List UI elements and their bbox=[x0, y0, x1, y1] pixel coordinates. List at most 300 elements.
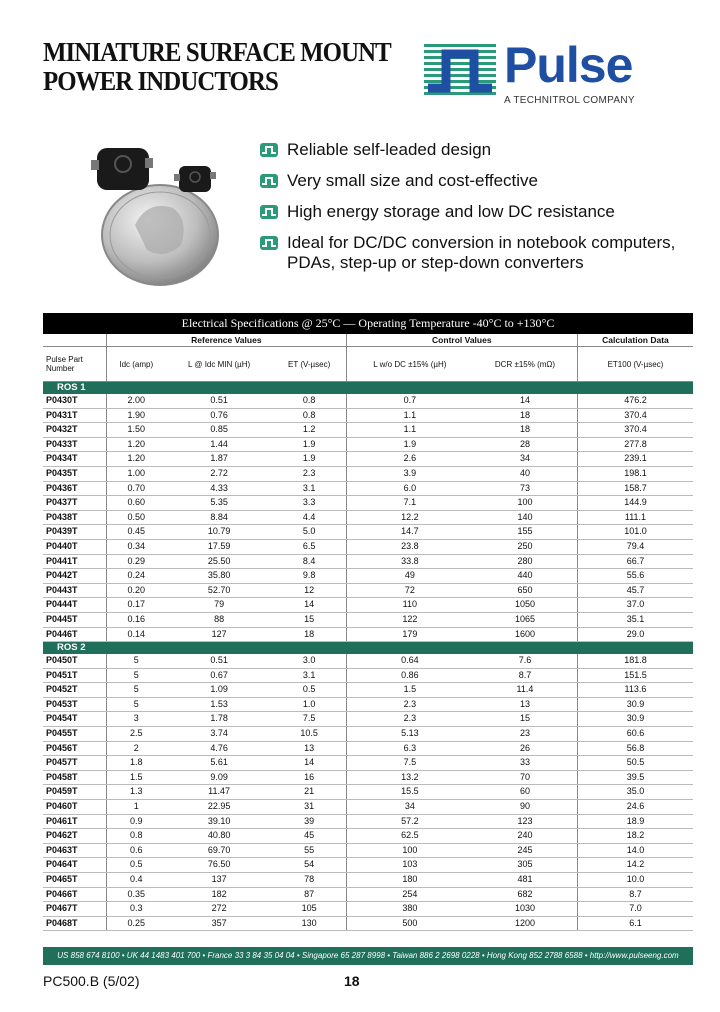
table-cell: 4.33 bbox=[166, 481, 273, 496]
table-cell: 1.1 bbox=[346, 423, 473, 438]
table-row bbox=[43, 843, 693, 858]
table-cell: 18 bbox=[273, 627, 347, 642]
feature-text: Reliable self-leaded design bbox=[287, 140, 492, 159]
table-cell: 0.60 bbox=[107, 496, 166, 511]
table-cell: 1.1 bbox=[346, 408, 473, 423]
table-cell: 1.53 bbox=[166, 697, 273, 712]
table-cell: 1.44 bbox=[166, 437, 273, 452]
table-cell: P0434T bbox=[43, 452, 107, 467]
pulse-logo bbox=[424, 37, 674, 110]
table-cell: 182 bbox=[166, 887, 273, 902]
table-row bbox=[43, 408, 693, 423]
table-cell: P0454T bbox=[43, 712, 107, 727]
section-label: ROS 1 bbox=[43, 382, 693, 395]
table-cell: P0463T bbox=[43, 843, 107, 858]
table-cell: 0.8 bbox=[107, 829, 166, 844]
table-cell: 0.8 bbox=[273, 394, 347, 408]
title-line-2: POWER INDUCTORS bbox=[43, 66, 278, 96]
table-cell: 0.8 bbox=[273, 408, 347, 423]
title-line-1: MINIATURE SURFACE MOUNT bbox=[43, 37, 391, 67]
table-cell: 2.3 bbox=[346, 712, 473, 727]
table-cell: 6.5 bbox=[273, 539, 347, 554]
table-cell: P0435T bbox=[43, 466, 107, 481]
table-cell: 5 bbox=[107, 654, 166, 668]
table-cell: 8.7 bbox=[577, 887, 693, 902]
table-cell: 49 bbox=[346, 569, 473, 584]
col-idc: Idc (amp) bbox=[107, 347, 166, 382]
table-cell: 70 bbox=[473, 770, 577, 785]
table-cell: 5 bbox=[107, 697, 166, 712]
table-cell: 69.70 bbox=[166, 843, 273, 858]
table-cell: 0.24 bbox=[107, 569, 166, 584]
table-cell: 1.87 bbox=[166, 452, 273, 467]
spec-table bbox=[43, 334, 693, 931]
table-cell: 45.7 bbox=[577, 583, 693, 598]
table-row bbox=[43, 539, 693, 554]
feature-item bbox=[260, 140, 700, 160]
table-cell: 34 bbox=[346, 800, 473, 815]
table-cell: 31 bbox=[273, 800, 347, 815]
table-cell: 440 bbox=[473, 569, 577, 584]
table-cell: 0.16 bbox=[107, 612, 166, 627]
table-row bbox=[43, 598, 693, 613]
table-cell: 0.6 bbox=[107, 843, 166, 858]
table-cell: P0461T bbox=[43, 814, 107, 829]
table-cell: 7.1 bbox=[346, 496, 473, 511]
table-cell: P0442T bbox=[43, 569, 107, 584]
section-label: ROS 2 bbox=[43, 642, 693, 655]
table-cell: 100 bbox=[346, 843, 473, 858]
table-cell: 0.20 bbox=[107, 583, 166, 598]
table-cell: 137 bbox=[166, 873, 273, 888]
table-row bbox=[43, 800, 693, 815]
table-cell: 33.8 bbox=[346, 554, 473, 569]
table-cell: 26 bbox=[473, 741, 577, 756]
table-row bbox=[43, 525, 693, 540]
table-cell: 0.70 bbox=[107, 481, 166, 496]
table-cell: 90 bbox=[473, 800, 577, 815]
table-cell: 5.13 bbox=[346, 727, 473, 742]
table-cell: 0.76 bbox=[166, 408, 273, 423]
table-cell: 239.1 bbox=[577, 452, 693, 467]
table-cell: 500 bbox=[346, 916, 473, 931]
pulse-logo-icon bbox=[424, 40, 496, 102]
table-row bbox=[43, 510, 693, 525]
table-cell: 650 bbox=[473, 583, 577, 598]
col-dcr: DCR ±15% (mΩ) bbox=[473, 347, 577, 382]
table-cell: 0.9 bbox=[107, 814, 166, 829]
table-cell: 66.7 bbox=[577, 554, 693, 569]
feature-item bbox=[260, 202, 700, 222]
table-cell: 305 bbox=[473, 858, 577, 873]
table-cell: 18.2 bbox=[577, 829, 693, 844]
table-cell: P0467T bbox=[43, 902, 107, 917]
feature-text: High energy storage and low DC resistance bbox=[287, 202, 615, 221]
table-row bbox=[43, 583, 693, 598]
table-cell: P0432T bbox=[43, 423, 107, 438]
table-cell: 0.51 bbox=[166, 654, 273, 668]
table-cell: 0.67 bbox=[166, 668, 273, 683]
table-row bbox=[43, 873, 693, 888]
table-cell: 272 bbox=[166, 902, 273, 917]
col-l-wo-dc: L w/o DC ±15% (µH) bbox=[346, 347, 473, 382]
table-cell: P0452T bbox=[43, 683, 107, 698]
table-cell: 8.4 bbox=[273, 554, 347, 569]
table-cell: P0443T bbox=[43, 583, 107, 598]
table-cell: 10.5 bbox=[273, 727, 347, 742]
table-cell: 0.29 bbox=[107, 554, 166, 569]
table-cell: 8.84 bbox=[166, 510, 273, 525]
table-cell: 2.00 bbox=[107, 394, 166, 408]
table-cell: 110 bbox=[346, 598, 473, 613]
table-cell: 14.7 bbox=[346, 525, 473, 540]
feature-text: Very small size and cost-effective bbox=[287, 171, 539, 190]
table-cell: 15 bbox=[473, 712, 577, 727]
table-cell: 1.90 bbox=[107, 408, 166, 423]
table-cell: P0430T bbox=[43, 394, 107, 408]
table-cell: 34 bbox=[473, 452, 577, 467]
table-cell: 13 bbox=[473, 697, 577, 712]
table-cell: 30.9 bbox=[577, 712, 693, 727]
spec-table-title: Electrical Specifications @ 25°C — Operating Temperature -40°C to +130°C bbox=[43, 313, 693, 334]
table-cell: 254 bbox=[346, 887, 473, 902]
table-cell: P0437T bbox=[43, 496, 107, 511]
page-number: 18 bbox=[344, 973, 360, 989]
table-cell: 14 bbox=[473, 394, 577, 408]
table-cell: 79 bbox=[166, 598, 273, 613]
table-cell: 250 bbox=[473, 539, 577, 554]
table-cell: P0468T bbox=[43, 916, 107, 931]
table-cell: 40 bbox=[473, 466, 577, 481]
table-cell: 79.4 bbox=[577, 539, 693, 554]
table-cell: 105 bbox=[273, 902, 347, 917]
table-cell: 1.5 bbox=[346, 683, 473, 698]
table-cell: P0450T bbox=[43, 654, 107, 668]
table-cell: 1.9 bbox=[273, 437, 347, 452]
feature-text: Ideal for DC/DC conversion in notebook computers, PDAs, step-up or step-down converters bbox=[287, 233, 676, 272]
table-cell: 1 bbox=[107, 800, 166, 815]
table-cell: 14.0 bbox=[577, 843, 693, 858]
table-cell: 23 bbox=[473, 727, 577, 742]
table-cell: 0.51 bbox=[166, 394, 273, 408]
table-cell: 16 bbox=[273, 770, 347, 785]
table-cell: 22.95 bbox=[166, 800, 273, 815]
pulse-bullet-icon bbox=[260, 236, 278, 250]
table-row bbox=[43, 452, 693, 467]
table-cell: 4.76 bbox=[166, 741, 273, 756]
table-cell: 280 bbox=[473, 554, 577, 569]
table-cell: 6.3 bbox=[346, 741, 473, 756]
table-cell: 18 bbox=[473, 423, 577, 438]
table-cell: P0460T bbox=[43, 800, 107, 815]
table-cell: P0466T bbox=[43, 887, 107, 902]
table-cell: 33 bbox=[473, 756, 577, 771]
table-cell: 45 bbox=[273, 829, 347, 844]
table-row bbox=[43, 712, 693, 727]
table-cell: 60 bbox=[473, 785, 577, 800]
table-cell: 12.2 bbox=[346, 510, 473, 525]
table-cell: 76.50 bbox=[166, 858, 273, 873]
table-cell: P0453T bbox=[43, 697, 107, 712]
table-cell: 240 bbox=[473, 829, 577, 844]
table-cell: 6.0 bbox=[346, 481, 473, 496]
table-row bbox=[43, 741, 693, 756]
table-cell: 3.1 bbox=[273, 668, 347, 683]
table-cell: 0.50 bbox=[107, 510, 166, 525]
table-cell: 39.10 bbox=[166, 814, 273, 829]
table-cell: 35.80 bbox=[166, 569, 273, 584]
table-row bbox=[43, 887, 693, 902]
table-cell: 1.0 bbox=[273, 697, 347, 712]
column-header-row bbox=[43, 347, 693, 382]
table-cell: 7.5 bbox=[273, 712, 347, 727]
table-cell: 6.1 bbox=[577, 916, 693, 931]
table-row bbox=[43, 554, 693, 569]
table-cell: 35.1 bbox=[577, 612, 693, 627]
table-cell: 15.5 bbox=[346, 785, 473, 800]
table-cell: 1.00 bbox=[107, 466, 166, 481]
table-cell: 18.9 bbox=[577, 814, 693, 829]
table-cell: 198.1 bbox=[577, 466, 693, 481]
table-cell: 4.4 bbox=[273, 510, 347, 525]
table-cell: 1.50 bbox=[107, 423, 166, 438]
col-et: ET (V-µsec) bbox=[273, 347, 347, 382]
pulse-bullet-icon bbox=[260, 174, 278, 188]
table-cell: 0.5 bbox=[273, 683, 347, 698]
table-cell: 1200 bbox=[473, 916, 577, 931]
table-cell: 2.3 bbox=[273, 466, 347, 481]
table-cell: 0.85 bbox=[166, 423, 273, 438]
table-cell: 37.0 bbox=[577, 598, 693, 613]
table-cell: 88 bbox=[166, 612, 273, 627]
table-cell: 476.2 bbox=[577, 394, 693, 408]
table-cell: P0433T bbox=[43, 437, 107, 452]
table-cell: 52.70 bbox=[166, 583, 273, 598]
feature-item bbox=[260, 171, 700, 191]
table-cell: 14 bbox=[273, 756, 347, 771]
table-cell: 9.8 bbox=[273, 569, 347, 584]
pulse-logo-tagline: A TECHNITROL COMPANY bbox=[504, 95, 635, 106]
table-cell: 54 bbox=[273, 858, 347, 873]
table-cell: 3 bbox=[107, 712, 166, 727]
table-cell: 55.6 bbox=[577, 569, 693, 584]
table-cell: P0455T bbox=[43, 727, 107, 742]
table-cell: 158.7 bbox=[577, 481, 693, 496]
table-cell: 127 bbox=[166, 627, 273, 642]
table-cell: 12 bbox=[273, 583, 347, 598]
table-cell: 1.8 bbox=[107, 756, 166, 771]
table-cell: P0444T bbox=[43, 598, 107, 613]
table-row bbox=[43, 569, 693, 584]
table-cell: 60.6 bbox=[577, 727, 693, 742]
table-cell: 0.35 bbox=[107, 887, 166, 902]
table-cell: 17.59 bbox=[166, 539, 273, 554]
table-row bbox=[43, 612, 693, 627]
table-cell: 5.35 bbox=[166, 496, 273, 511]
table-row bbox=[43, 770, 693, 785]
table-cell: 245 bbox=[473, 843, 577, 858]
table-cell: 5 bbox=[107, 683, 166, 698]
section-header-row bbox=[43, 382, 693, 395]
table-cell: P0458T bbox=[43, 770, 107, 785]
table-row bbox=[43, 481, 693, 496]
table-cell: 10.79 bbox=[166, 525, 273, 540]
table-cell: P0446T bbox=[43, 627, 107, 642]
table-cell: 0.86 bbox=[346, 668, 473, 683]
table-cell: 3.1 bbox=[273, 481, 347, 496]
table-cell: 35.0 bbox=[577, 785, 693, 800]
table-cell: 5.61 bbox=[166, 756, 273, 771]
table-cell: 2.5 bbox=[107, 727, 166, 742]
table-cell: 13 bbox=[273, 741, 347, 756]
table-row bbox=[43, 627, 693, 642]
table-cell: 682 bbox=[473, 887, 577, 902]
col-et100: ET100 (V-µsec) bbox=[577, 347, 693, 382]
table-cell: 28 bbox=[473, 437, 577, 452]
table-row bbox=[43, 466, 693, 481]
table-cell: 13.2 bbox=[346, 770, 473, 785]
table-cell: 0.45 bbox=[107, 525, 166, 540]
table-cell: 140 bbox=[473, 510, 577, 525]
reference-values-header: Reference Values bbox=[107, 334, 347, 347]
table-row bbox=[43, 437, 693, 452]
table-cell: 55 bbox=[273, 843, 347, 858]
table-row bbox=[43, 394, 693, 408]
table-row bbox=[43, 727, 693, 742]
table-cell: 56.8 bbox=[577, 741, 693, 756]
table-cell: 0.5 bbox=[107, 858, 166, 873]
table-cell: 87 bbox=[273, 887, 347, 902]
table-cell: 2.72 bbox=[166, 466, 273, 481]
table-cell: P0436T bbox=[43, 481, 107, 496]
col-part-number: Pulse Part Number bbox=[43, 347, 107, 382]
table-cell: 72 bbox=[346, 583, 473, 598]
spec-table-body bbox=[43, 382, 693, 931]
table-cell: 3.74 bbox=[166, 727, 273, 742]
table-cell: 1065 bbox=[473, 612, 577, 627]
pulse-logo-text: Pulse bbox=[504, 37, 633, 93]
table-cell: 1.5 bbox=[107, 770, 166, 785]
table-cell: 62.5 bbox=[346, 829, 473, 844]
table-cell: P0445T bbox=[43, 612, 107, 627]
table-cell: 0.7 bbox=[346, 394, 473, 408]
table-cell: P0431T bbox=[43, 408, 107, 423]
table-cell: 3.9 bbox=[346, 466, 473, 481]
table-cell: 1.9 bbox=[273, 452, 347, 467]
table-cell: 23.8 bbox=[346, 539, 473, 554]
doc-code: PC500.B (5/02) bbox=[43, 973, 140, 989]
table-row bbox=[43, 654, 693, 668]
table-cell: 5.0 bbox=[273, 525, 347, 540]
table-row bbox=[43, 785, 693, 800]
table-cell: 111.1 bbox=[577, 510, 693, 525]
pulse-bullet-icon bbox=[260, 143, 278, 157]
calculation-data-header: Calculation Data bbox=[577, 334, 693, 347]
table-cell: 130 bbox=[273, 916, 347, 931]
table-cell: P0459T bbox=[43, 785, 107, 800]
table-cell: 30.9 bbox=[577, 697, 693, 712]
table-row bbox=[43, 829, 693, 844]
feature-list bbox=[260, 140, 700, 284]
table-cell: 103 bbox=[346, 858, 473, 873]
table-cell: 15 bbox=[273, 612, 347, 627]
table-cell: 0.17 bbox=[107, 598, 166, 613]
table-cell: 8.7 bbox=[473, 668, 577, 683]
table-cell: 5 bbox=[107, 668, 166, 683]
table-cell: 11.4 bbox=[473, 683, 577, 698]
section-header-row bbox=[43, 642, 693, 655]
table-cell: 50.5 bbox=[577, 756, 693, 771]
table-cell: 0.4 bbox=[107, 873, 166, 888]
control-values-header: Control Values bbox=[346, 334, 577, 347]
table-cell: 21 bbox=[273, 785, 347, 800]
contact-bar: US 858 674 8100 • UK 44 1483 401 700 • France 33 3 84 35 04 04 • Singapore 65 287 8998 • Taiwan 886 2 2698 0228 • Hong Kong 852 2788 6588 • http://www.pulseeng.com bbox=[43, 947, 693, 965]
table-cell: 11.47 bbox=[166, 785, 273, 800]
table-cell: P0441T bbox=[43, 554, 107, 569]
pulse-bullet-icon bbox=[260, 205, 278, 219]
table-cell: 7.5 bbox=[346, 756, 473, 771]
table-cell: P0465T bbox=[43, 873, 107, 888]
table-cell: 3.0 bbox=[273, 654, 347, 668]
table-cell: 73 bbox=[473, 481, 577, 496]
table-row bbox=[43, 496, 693, 511]
table-cell: 9.09 bbox=[166, 770, 273, 785]
table-cell: P0456T bbox=[43, 741, 107, 756]
table-cell: 25.50 bbox=[166, 554, 273, 569]
table-cell: 2.3 bbox=[346, 697, 473, 712]
table-cell: 113.6 bbox=[577, 683, 693, 698]
page-title bbox=[43, 38, 391, 96]
table-cell: 0.14 bbox=[107, 627, 166, 642]
table-cell: 1.09 bbox=[166, 683, 273, 698]
table-row bbox=[43, 668, 693, 683]
table-cell: 78 bbox=[273, 873, 347, 888]
table-cell: 29.0 bbox=[577, 627, 693, 642]
table-cell: 1.20 bbox=[107, 437, 166, 452]
table-cell: 0.3 bbox=[107, 902, 166, 917]
table-cell: 0.25 bbox=[107, 916, 166, 931]
table-cell: 39.5 bbox=[577, 770, 693, 785]
table-cell: 370.4 bbox=[577, 408, 693, 423]
table-cell: 1.2 bbox=[273, 423, 347, 438]
table-cell: 14 bbox=[273, 598, 347, 613]
table-cell: 481 bbox=[473, 873, 577, 888]
table-cell: 1030 bbox=[473, 902, 577, 917]
table-row bbox=[43, 756, 693, 771]
table-cell: 1.78 bbox=[166, 712, 273, 727]
table-cell: 180 bbox=[346, 873, 473, 888]
table-cell: 101.0 bbox=[577, 525, 693, 540]
table-cell: 357 bbox=[166, 916, 273, 931]
inductor-and-coin-photo-icon bbox=[85, 130, 255, 290]
table-cell: P0451T bbox=[43, 668, 107, 683]
table-cell: P0439T bbox=[43, 525, 107, 540]
table-cell: 277.8 bbox=[577, 437, 693, 452]
table-cell: 1.20 bbox=[107, 452, 166, 467]
table-cell: 179 bbox=[346, 627, 473, 642]
col-l-idc: L @ Idc MIN (µH) bbox=[166, 347, 273, 382]
table-cell: 181.8 bbox=[577, 654, 693, 668]
table-cell: 40.80 bbox=[166, 829, 273, 844]
table-cell: P0462T bbox=[43, 829, 107, 844]
table-cell: 18 bbox=[473, 408, 577, 423]
table-row bbox=[43, 697, 693, 712]
table-cell: 1050 bbox=[473, 598, 577, 613]
table-cell: 1.9 bbox=[346, 437, 473, 452]
table-cell: 1.3 bbox=[107, 785, 166, 800]
table-cell: P0440T bbox=[43, 539, 107, 554]
table-cell: 122 bbox=[346, 612, 473, 627]
